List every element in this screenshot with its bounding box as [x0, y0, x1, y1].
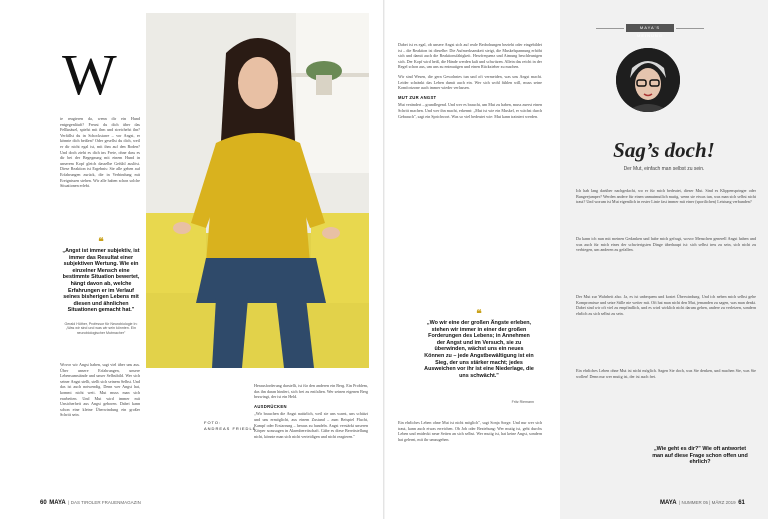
- body-paragraph: Ein ehrliches Leben ohne Mut ist nicht möglich", sagt Sonja Sorge. Und nur wer sich traut, kann auch etwas erreichen. Ob Job oder Beziehung: Wer mutig ist, geht durchs Leben und entdeckt neue Seiten an sich selbst. Wer mutig ist, hat keine Angst, sondern hat gelernt, mit ihr umzugehen.: [398, 420, 542, 442]
- article-column-1-bottom: [60, 362, 140, 422]
- body-paragraph: Mut verändert – grundlegend. Und wer es braucht, um Mut zu haben, muss zuerst einen Schritt machen. Und wer ihn macht, erkennt: „Mut ist wie ein Muskel, er wächst durch Gebrauch", sagt ein Sprichwort. Was so viel bedeutet wie: Mut kann trainiert werden.: [398, 102, 542, 119]
- author-portrait-illustration: [616, 48, 680, 112]
- pull-quote-source: Fritz Riemann: [511, 400, 534, 404]
- right-footer: MAYA | NUMMER 05 | MÄRZ 2019 61: [660, 500, 745, 506]
- page-gutter: [383, 0, 385, 519]
- article-column-1: [60, 116, 140, 193]
- opinion-subtitle: Der Mut, einfach man selbst zu sein.: [623, 166, 705, 172]
- photo-credit-label: FOTO:: [204, 420, 222, 425]
- photo-illustration: [146, 13, 369, 368]
- quote-mark-icon: ❝: [476, 309, 482, 320]
- kicker-rule: [676, 28, 704, 29]
- page-number: 61: [738, 500, 745, 506]
- left-footer: 60 MAYA | DAS TIROLER FRAUENMAGAZIN: [40, 500, 141, 506]
- page-number: 60: [40, 500, 47, 506]
- body-paragraph: Wir sind Wesen, die gern Gewohntes tun und oft vermeiden, was uns Angst macht. Leider schränkt das Leben damit auch ein. Wer sich wohl fühlen will, muss seine Komfortzone auch immer wieder verlassen.: [398, 73, 542, 91]
- body-paragraph: Herausforderung darstellt, ist für den anderen ein Berg. Ein Problem, das ihn daran hindert, sich frei zu entfalten. Wer seinen eigenen Berg bezwingt, der ist ein Held.: [254, 383, 368, 400]
- body-paragraph: ie reagieren da, wenn dir ein Hund entgegenläuft? Freust du dich über das Fellknäuel, spielst mit ihm und streichelst ihn? Verfällst du in Schockstarre – vor Angst, er könnte dich beißen? Oder gesellst du dich, weil er dir nicht egal ist, mit ihm auf den Boden? Und doch zieht es dich ins Freie, ohne dass es dir bei der Begegnung mit einem Hund in unserem Kopf gleich dasselbe Gefühl auslöst. Diese Reaktion ist Ergebnis: Sie alle gehen auf Erfahrungen zurück, die in Verbindung mit Ereignissen stehen. Wir alle haben schon solche Situationen erlebt.: [60, 116, 140, 189]
- sidebar-pull-question: „Wie geht es dir?" Wie oft antwortet man auf diese Frage schon offen und ehrlich?: [652, 446, 748, 466]
- opinion-paragraph: Da kann ich nun mit meinen Gedanken und habe mich gefragt, wovor Menschen generell Angst haben und was auch für mich eines der schwierigsten Dinge überhaupt ist: sich selbst treu zu sein, sich nicht zu verbiegen, um anderen zu gefallen.: [576, 236, 756, 253]
- opinion-title: Sag’s doch!: [613, 138, 715, 162]
- woman-on-couch-photo: [146, 13, 369, 368]
- body-paragraph: Wovor wir Angst haben, sagt viel über uns aus. Über unsere Erfahrungen, unsere Lebensumstände und unser Selbstbild. Wer sich seiner Angst stellt, stellt sich seinem Selbst. Und das ist auch notwendig. Denn wer Angst hat, kommt nicht weit. Mut muss man sich erarbeiten. Und Mut wird immer mit Unsicherheit aus Angst geboren. Dabei kann schon eine kleine Überwindung ein großer Schritt sein.: [60, 362, 140, 418]
- drop-cap: W: [62, 42, 117, 107]
- section-kicker: MAYA'S MEINUNG: [626, 24, 674, 32]
- pull-quote-text: „Wo wir eine der großen Ängste erleben, stehen wir immer in einer der großen Forderungen des Lebens; in Annehmen der Angst und im Versuch, sie zu überwinden, wächst uns ein neues Können zu – jede Angstbewältigung ist ein Sieg, der uns stärker macht; jedes Ausweichen vor ihr ist eine Niederlage, die uns schwächt.": [424, 320, 534, 379]
- opinion-paragraph: Der Mut zur Wahrheit also. Ja, es ist unbequem und kostet Überwindung. Und ich neben mich selbst gehe Kompromisse und setze Stille nie weiter mit. Oft hat man nicht den Mut, jemanden zu sagen, was man denkt. Dabei sind wir oft viel zu empfindlich, und es wird wirklich nicht darum gehen, andere zu verletzen, sondern ehrlich zu sich selbst zu sein.: [576, 294, 756, 316]
- pull-quote-text: „Angst ist immer subjektiv, ist immer das Resultat einer subjektiven Wertung. Wie ein einzelner Mensch eine bestimmte Situation bewertet, hängt davon ab, welche Erfahrungen er im Verlauf seines bisherigen Lebens mit diesen und ähnlichen Situationen gemacht hat.": [62, 248, 140, 314]
- pull-quote-1: [62, 238, 140, 314]
- photo-credit: [204, 420, 256, 431]
- kicker-rule: [596, 28, 624, 29]
- footer-text: NUMMER 05 | MÄRZ 2019: [681, 500, 736, 505]
- opinion-paragraph: Ich hab lang darüber nachgedacht, wo er für mich bedeutet, dieser Mut. Sind es Klippenspringer oder Bungeejumper? Werden andere für einen unmutmutlich mutig, wenn sie etwas tun, was man sich selbst nicht traut? Und worum ist Mut eigentlich in erster Linie fast immer mit einer (sportlichen) Leistung verbunden?: [576, 188, 756, 205]
- pull-quote-2: [424, 310, 534, 379]
- author-avatar: [616, 48, 680, 112]
- section-subhead: AUSDRÜCKEN: [254, 403, 287, 409]
- article-column-3-bottom: [398, 420, 542, 446]
- photo-credit-name: ANDREAS FRIEDLE: [204, 425, 257, 431]
- footer-brand: MAYA: [660, 500, 677, 506]
- article-column-2: [254, 383, 368, 443]
- body-paragraph: Dabei ist es egal, ob unsere Angst sich auf reale Bedrohungen bezieht oder eingebildet ist – die Reaktion ist dieselbe: Die Aufmerksamkeit steigt, die Muskelspannung erhöht sich und damit auch die Reaktionsfähigkeit. Herzfrequenz und Atmung beschleunigen sich. Der Kopf wird heiß, die Hände werden kalt und schwitzen. Allein das reicht in der Regel schon aus, um uns zu entmutigen und einen Rückzieher zu machen.: [398, 42, 542, 70]
- footer-text: DAS TIROLER FRAUENMAGAZIN: [70, 500, 141, 505]
- quote-mark-icon: ❝: [98, 237, 104, 248]
- footer-brand: MAYA: [49, 500, 66, 506]
- article-column-3: [398, 42, 542, 123]
- pull-quote-source: Gerald Hüther, Professor für Neurobiologie In: „Was wir sind und was wir sein könnten. Ein neurobiologischer Mutmacher": [64, 322, 138, 335]
- body-paragraph: „Wir brauchen die Angst natürlich, weil sie uns warnt, uns schützt und uns ermöglicht, aus einem Zustand – zum Beispiel Flucht, Kampf oder Erstarrung – heraus zu handeln. Angst verstärkt unseren Körper sozusagen in Alarmbereitschaft. Gäbe es diese Bereitstellung nicht, könnte man sich nicht verteidigen und nicht reagieren.": [254, 411, 368, 439]
- section-subhead: MUT ZUR ANGST: [398, 94, 437, 100]
- opinion-paragraph: Ein ehrliches Leben ohne Mut ist nicht möglich. Sagen Sie doch, was Sie denken, und machen Sie, was Sie wollen! Denn nur wer mutig ist, der ist auch frei.: [576, 368, 756, 379]
